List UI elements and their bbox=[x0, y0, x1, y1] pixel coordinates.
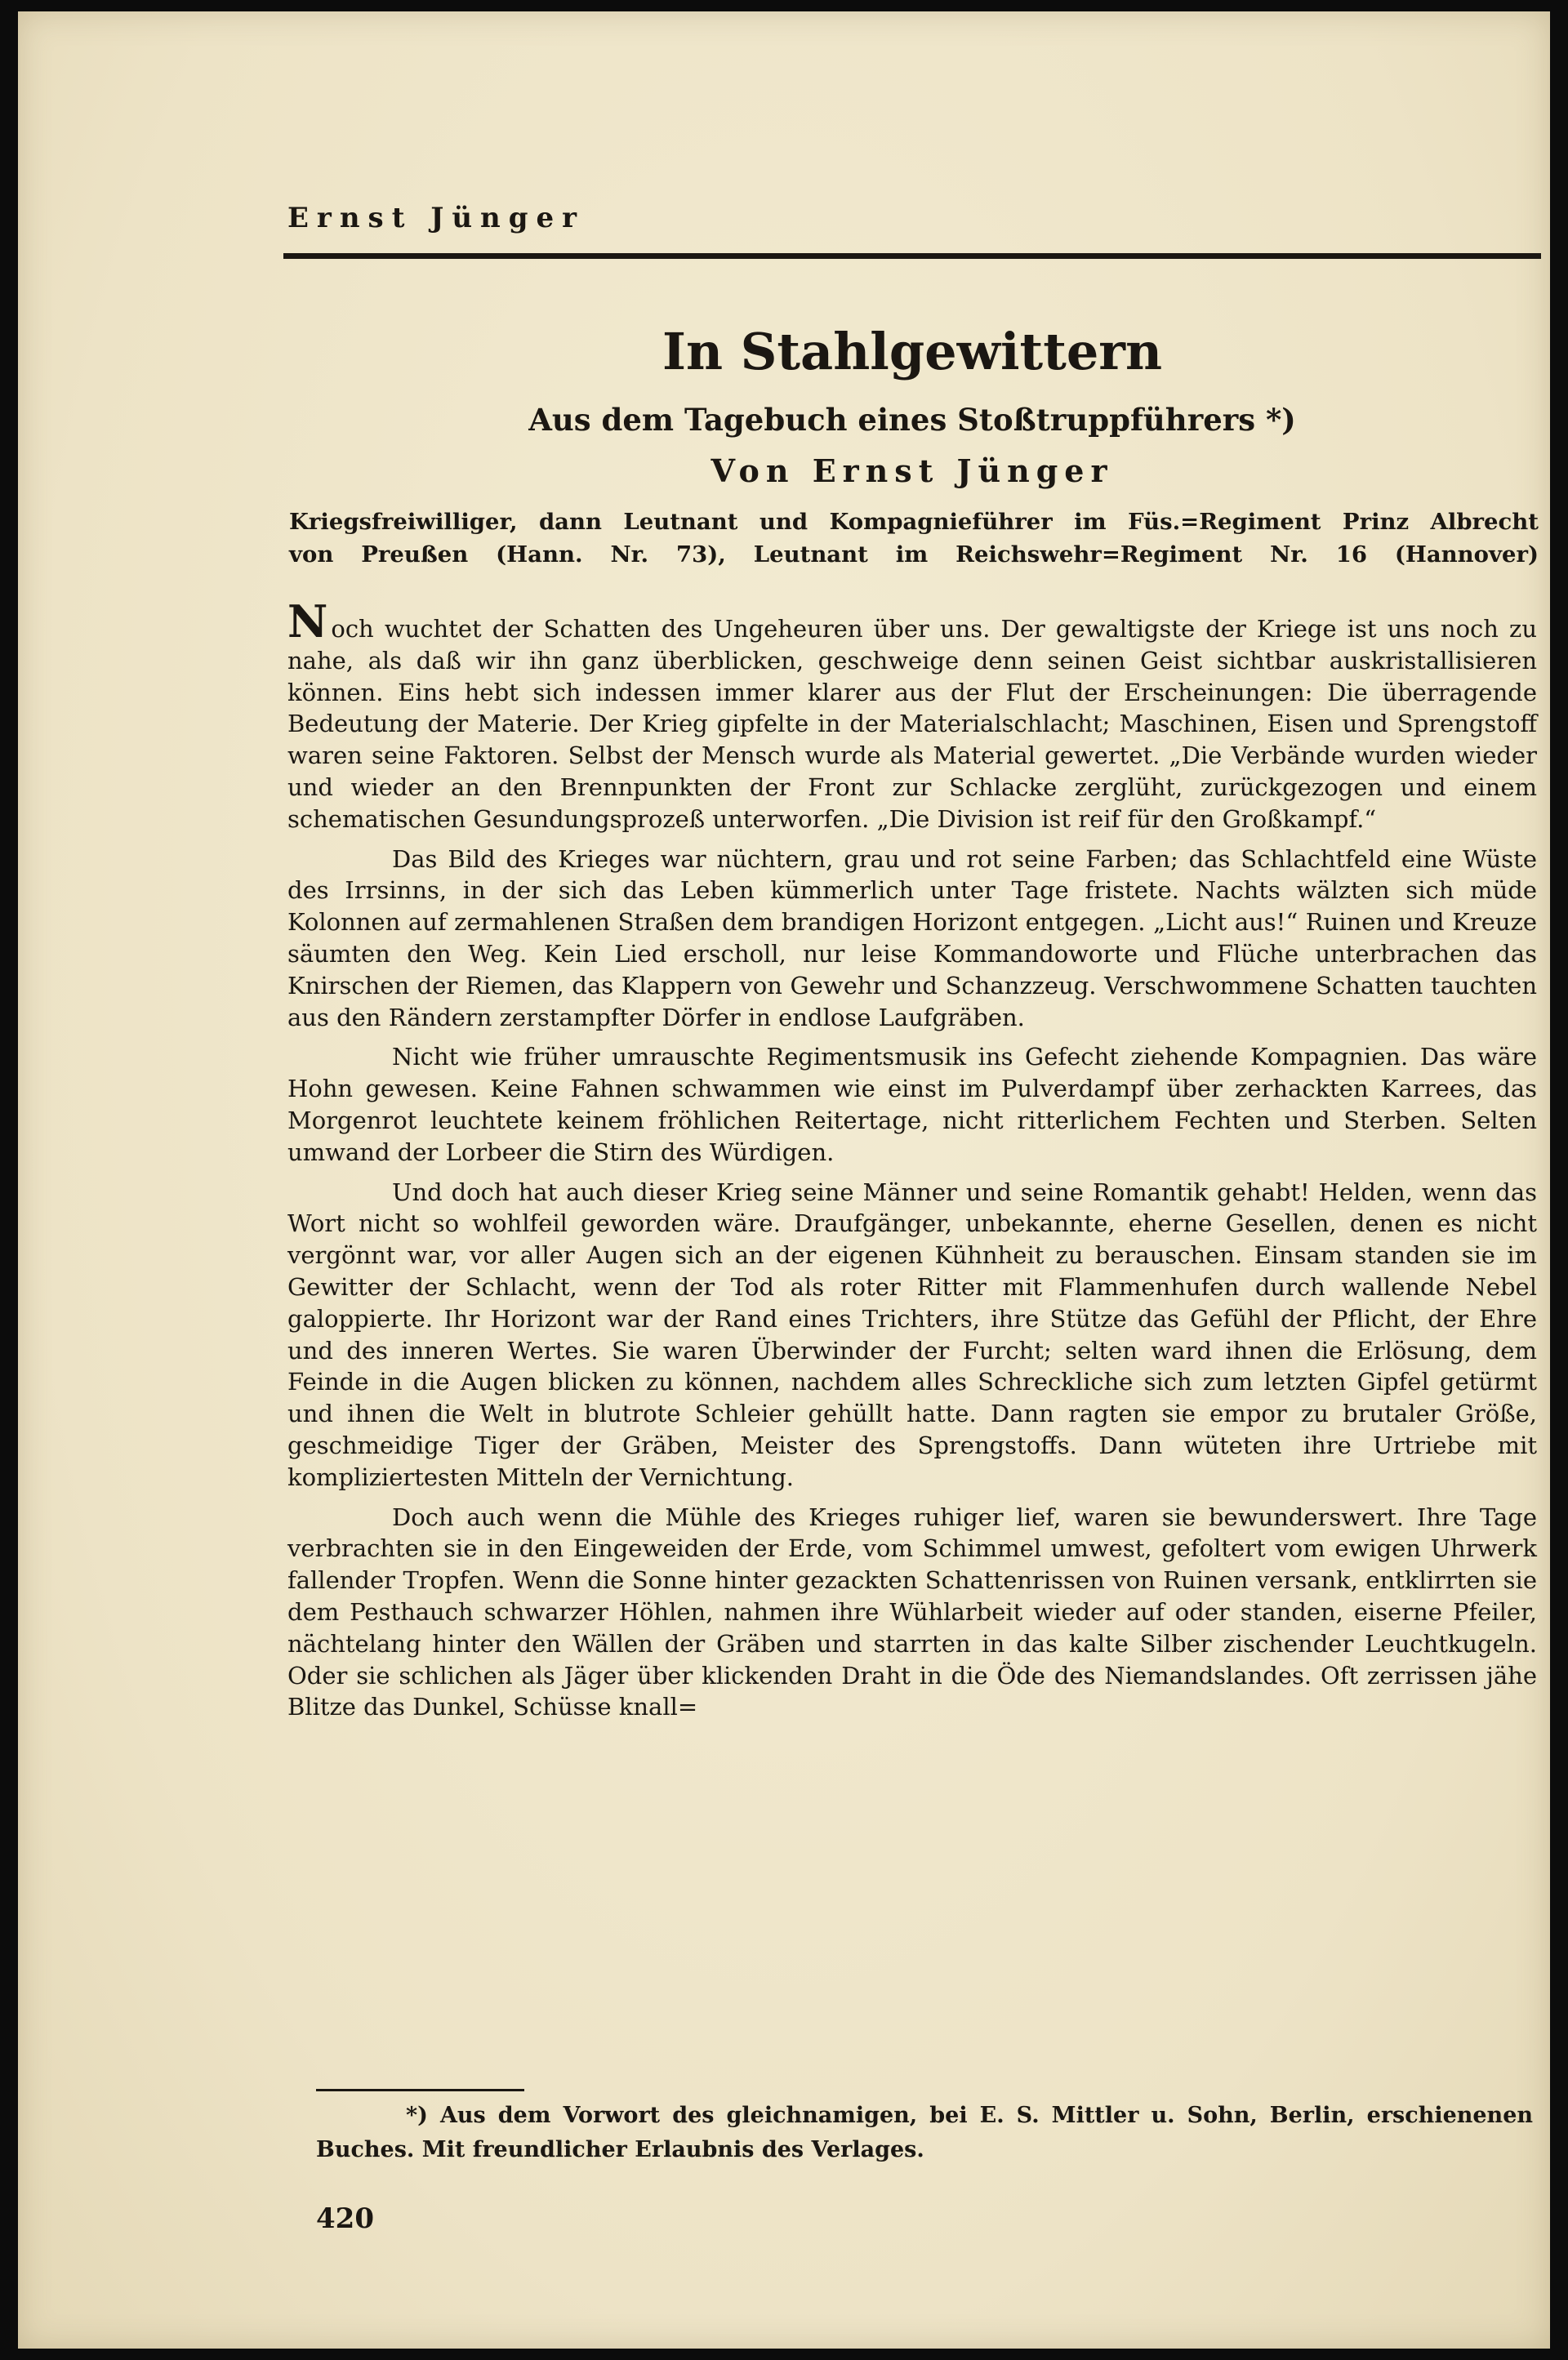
paragraph-2: Das Bild des Krieges war nüchtern, grau und rot seine Farben; das Schlachtfeld eine Wüste des Irrsinns, in der sich das Leben kümmerlich unter Tage fristete. Nachts wälzten sich müde Kolonnen auf zermahlenen Straßen dem brandigen Horizont entgegen. „Licht aus!“ Ruinen und Kreuze säumten den Weg. Kein Lied erscholl, nur leise Kommandoworte und Flüche unterbrachen das Knirschen der Riemen, das Klappern von Gewehr und Schanzzeug. Verschwommene Schatten tauchten aus den Rändern zerstampfter Dörfer in endlose Laufgräben. bbox=[287, 844, 1537, 1031]
article-subtitle: Aus dem Tagebuch eines Stoßtruppführers *) bbox=[528, 402, 1296, 438]
credentials-line-2: von Preußen (Hann. Nr. 73), Leutnant im Reichswehr=Regiment Nr. 16 (Hannover) bbox=[289, 541, 1539, 568]
credentials-line-1: Kriegsfreiwilliger, dann Leutnant und Kompagnieführer im Füs.=Regiment Prinz Albrecht bbox=[289, 509, 1539, 535]
paragraph-4: Und doch hat auch dieser Krieg seine Männer und seine Romantik gehabt! Helden, wenn das Wort nicht so wohlfeil geworden wäre. Draufgänger, unbekannte, eherne Gesellen, denen es nicht vergönnt war, vor aller Augen sich an der eigenen Kühnheit zu berauschen. Einsam standen sie im Gewitter der Schlacht, wenn der Tod als roter Ritter mit Flammenhufen durch wallende Nebel galoppierte. Ihr Horizont war der Rand eines Trichters, ihre Stütze das Gefühl der Pflicht, der Ehre und des inneren Wertes. Sie waren Überwinder der Furcht; selten ward ihnen die Erlösung, dem Feinde in die Augen blicken zu können, nachdem alles Schreckliche sich zum letzten Gipfel getürmt und ihnen die Welt in blutrote Schleier gehüllt hatte. Dann ragten sie empor zu brutaler Größe, geschmeidige Tiger der Gräben, Meister des Sprengstoffs. Dann wüteten ihre Urtriebe mit kompliziertesten Mitteln der Vernichtung. bbox=[287, 1178, 1537, 1491]
footnote: *) Aus dem Vorwort des gleichnamigen, bei E. S. Mittler u. Sohn, Berlin, erschienenen Buches. Mit freundlicher Erlaubnis des Verlages. bbox=[316, 2103, 1533, 2162]
paragraph-1-text: och wuchtet der Schatten des Ungeheuren über uns. Der gewaltigste der Kriege ist uns noch zu nahe, als daß wir ihn ganz überblicken, geschweige denn seinen Geist sichtbar auskristallisieren können. Eins hebt sich indessen immer klarer aus der Flut der Erscheinungen: Die überragende Bedeutung der Materie. Der Krieg gipfelte in der Materialschlacht; Maschinen, Eisen und Sprengstoff waren seine Faktoren. Selbst der Mensch wurde als Material gewertet. „Die Verbände wurden wieder und wieder an den Brennpunkten der Front zur Schlacke zerglüht, zurückgezogen und einem schematischen Gesundungsprozeß unterworfen. „Die Division ist reif für den Großkampf.“ bbox=[287, 615, 1537, 833]
paragraph-3: Nicht wie früher umrauschte Regimentsmusik ins Gefecht ziehende Kompagnien. Das wäre Hohn gewesen. Keine Fahnen schwammen wie einst im Pulverdampf über zerhackten Karrees, das Morgenrot leuchtete keinem fröhlichen Reitertage, nicht ritterlichem Fechten und Sterben. Selten umwand der Lorbeer die Stirn des Würdigen. bbox=[287, 1043, 1537, 1166]
running-head: Ernst Jünger bbox=[287, 202, 586, 234]
article-title: In Stahlgewittern bbox=[662, 322, 1163, 381]
article-body bbox=[287, 595, 1537, 1731]
author-credentials bbox=[289, 505, 1539, 571]
page-number: 420 bbox=[316, 2202, 374, 2235]
drop-cap: N bbox=[287, 595, 328, 648]
header-rule bbox=[283, 253, 1541, 259]
author-byline: Von Ernst Jünger bbox=[710, 452, 1114, 489]
paragraph-5: Doch auch wenn die Mühle des Krieges ruhiger lief, waren sie bewunderswert. Ihre Tage verbrachten sie in den Eingeweiden der Erde, vom Schimmel umwest, gefoltert vom ewigen Uhrwerk fallender Tropfen. Wenn die Sonne hinter gezackten Schattenrissen von Ruinen versank, entklirrten sie dem Pesthauch schwarzer Höhlen, nahmen ihre Wühlarbeit wieder auf oder standen, eiserne Pfeiler, nächtelang hinter den Wällen der Gräben und starrten in das kalte Silber zischender Leuchtkugeln. Oder sie schlichen als Jäger über klickenden Draht in die Öde des Niemandslandes. Oft zerrissen jähe Blitze das Dunkel, Schüsse knall= bbox=[287, 1503, 1537, 1721]
paragraph-1 bbox=[287, 595, 1537, 835]
document-page bbox=[18, 11, 1550, 2349]
footnote-rule bbox=[316, 2089, 524, 2091]
